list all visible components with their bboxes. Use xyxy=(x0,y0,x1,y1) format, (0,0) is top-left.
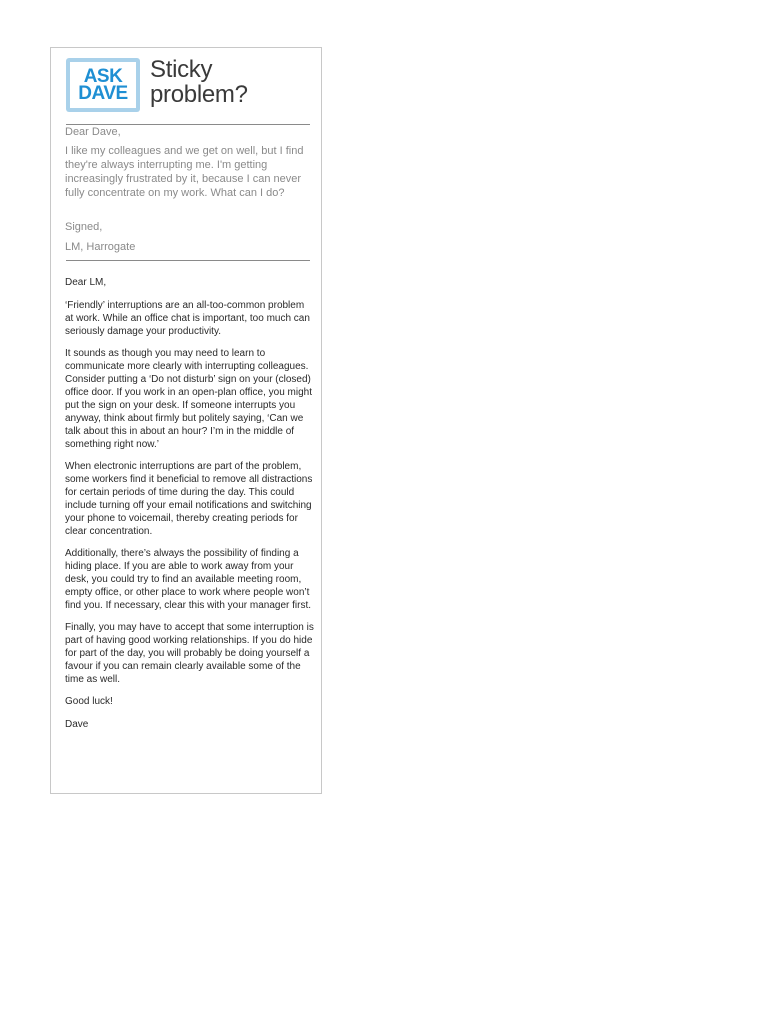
reader-letter-body: I like my colleagues and we get on well, but I find they're always interrupting me. I'm getting increasingly frustrated by it, because I can never fully concentrate on my work. What can I do? xyxy=(65,145,304,199)
logo-line-ask: ASK xyxy=(83,66,123,87)
reply-closing: Good luck! xyxy=(65,696,113,707)
title-line-2: problem? xyxy=(150,81,248,108)
reply-paragraph: ‘Friendly’ interruptions are an all-too-common problem at work. While an office chat is important, too much can seriously damage your productivity. xyxy=(65,300,310,337)
column-title xyxy=(150,57,248,107)
ask-dave-logo xyxy=(66,58,140,112)
advice-column-panel xyxy=(50,47,322,794)
reader-letter-signature: LM, Harrogate xyxy=(65,241,136,253)
title-line-1: Sticky xyxy=(150,56,213,83)
dave-reply xyxy=(65,276,315,740)
logo-line-dave: DAVE xyxy=(78,83,128,104)
reply-greeting: Dear LM, xyxy=(65,277,107,288)
reader-letter-greeting: Dear Dave, xyxy=(65,126,121,138)
reply-paragraph: When electronic interruptions are part of the problem, some workers find it beneficial to remove all distractions for certain periods of time during the day. This could include turning off your email notifications and switching your phone to voicemail, thereby creating periods for clear concentration. xyxy=(65,461,313,537)
reader-letter-signed: Signed, xyxy=(65,221,103,233)
reply-paragraph: Finally, you may have to accept that some interruption is part of having good working relationships. If you do hide for part of the day, you will probably be doing yourself a favour if you can remain clearly available some of the time as well. xyxy=(65,622,314,685)
divider-bottom xyxy=(66,260,310,261)
reply-signature: Dave xyxy=(65,719,89,730)
column-header xyxy=(66,58,310,113)
reply-paragraph: It sounds as though you may need to learn to communicate more clearly with interrupting colleagues. Consider putting a ‘Do not disturb’ sign on your (closed) office door. If you work in an open-plan office, you might put the sign on your desk. If someone interrupts you anyway, think about firmly but politely saying, ‘Can we talk about this in about an hour? I’m in the middle of something right now.’ xyxy=(65,348,313,450)
reply-paragraph: Additionally, there’s always the possibility of finding a hiding place. If you are able to work away from your desk, you could try to find an available meeting room, empty office, or other place to work where people won’t find you. If necessary, clear this with your manager first. xyxy=(65,548,312,611)
